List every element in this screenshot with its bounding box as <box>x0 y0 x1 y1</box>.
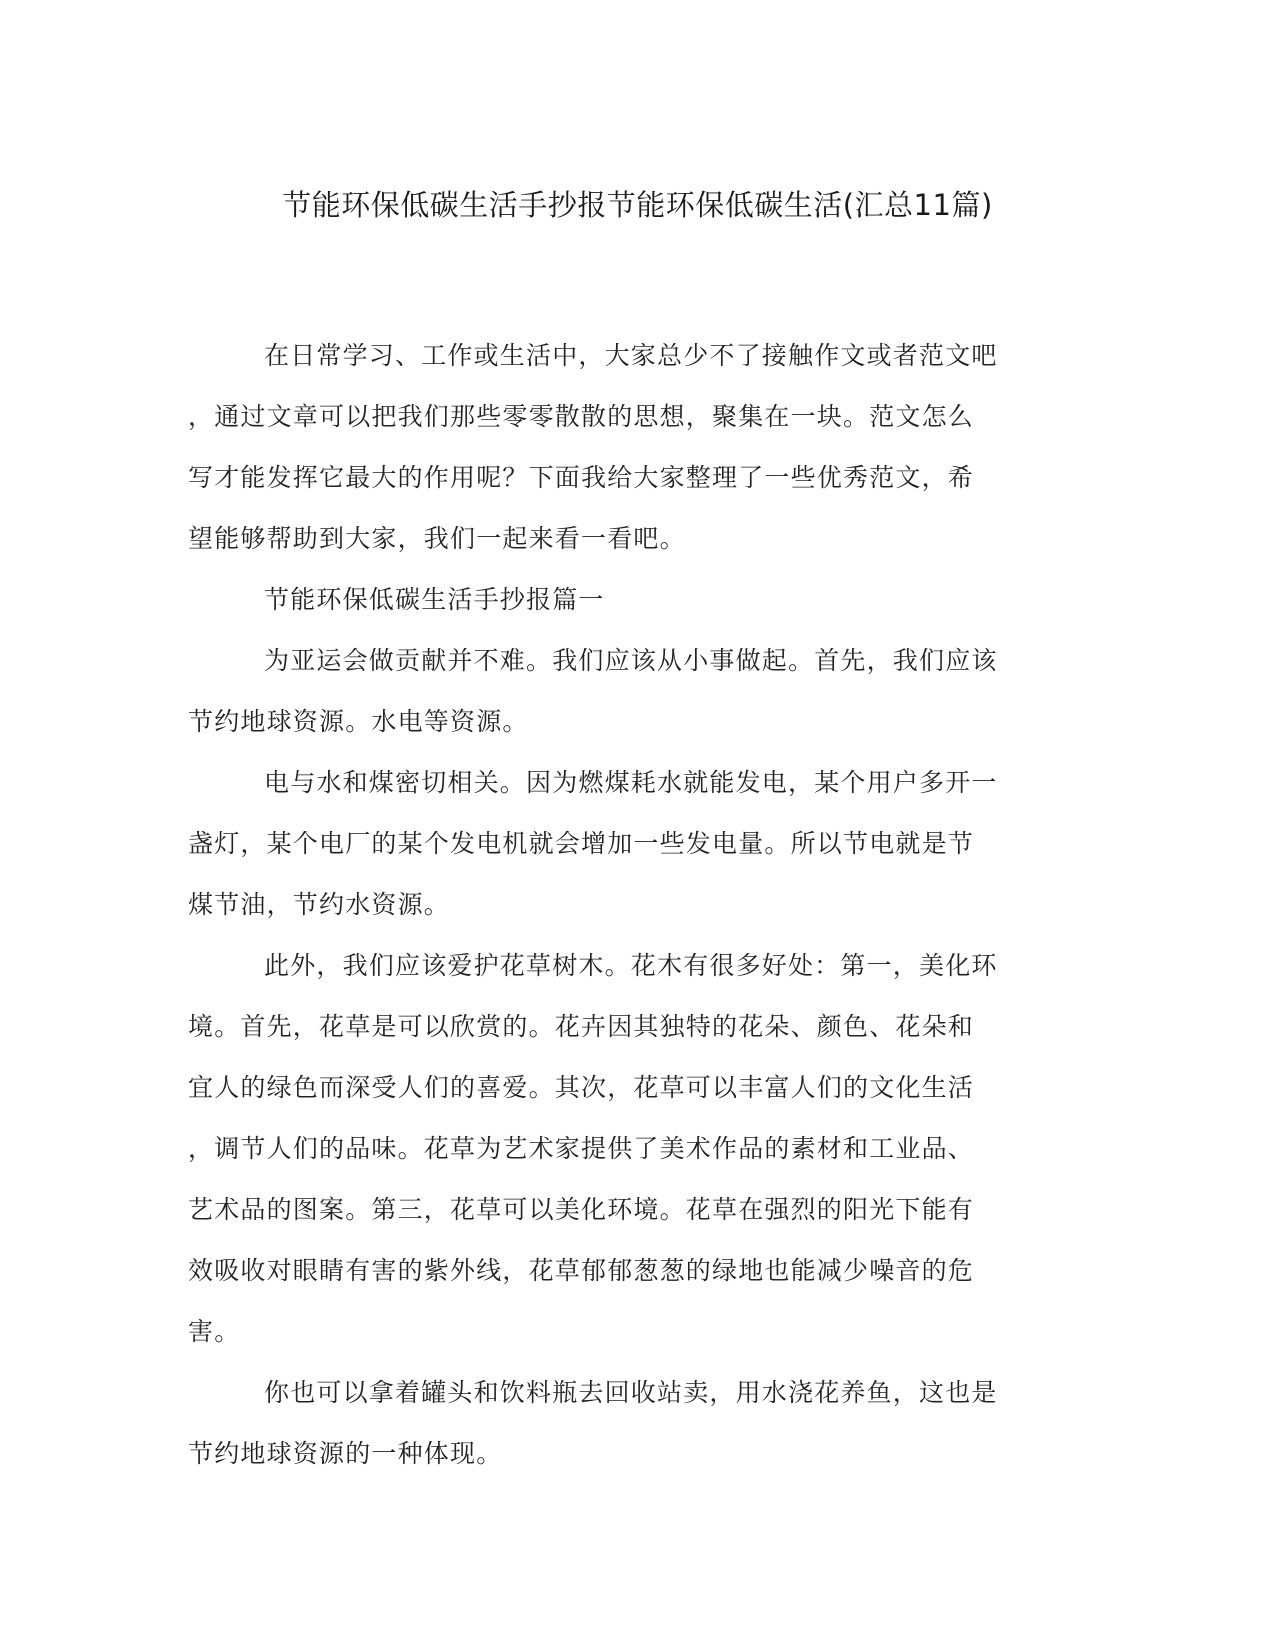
paragraph-line: 电与水和煤密切相关。因为燃煤耗水就能发电，某个用户多开一 <box>264 768 998 797</box>
paragraph-line: 效吸收对眼睛有害的紫外线，花草郁郁葱葱的绿地也能减少噪音的危 <box>188 1256 975 1285</box>
paragraph-line: 盏灯，某个电厂的某个发电机就会增加一些发电量。所以节电就是节 <box>188 829 975 858</box>
section-heading-text: 节能环保低碳生活手抄报篇一 <box>264 585 605 614</box>
section-heading <box>188 569 1076 630</box>
paragraph-line: 煤节油，节约水资源。 <box>188 890 451 919</box>
document-title: 节能环保低碳生活手抄报节能环保低碳生活(汇总11篇) <box>282 188 993 222</box>
paragraph-line: 为亚运会做贡献并不难。我们应该从小事做起。首先，我们应该 <box>264 646 998 675</box>
paragraph-line: ，通过文章可以把我们那些零零散散的思想，聚集在一块。范文怎么 <box>188 402 975 431</box>
paragraph-line: 境。首先，花草是可以欣赏的。花卉因其独特的花朵、颜色、花朵和 <box>188 1012 975 1041</box>
paragraph-line: 艺术品的图案。第三，花草可以美化环境。花草在强烈的阳光下能有 <box>188 1195 975 1224</box>
paragraph-line: 此外，我们应该爱护花草树木。花木有很多好处：第一，美化环 <box>264 951 998 980</box>
paragraph-line: 宜人的绿色而深受人们的喜爱。其次，花草可以丰富人们的文化生活 <box>188 1073 975 1102</box>
paragraph-line: 写才能发挥它最大的作用呢？下面我给大家整理了一些优秀范文，希 <box>188 463 975 492</box>
paragraph-line: ，调节人们的品味。花草为艺术家提供了美术作品的素材和工业品、 <box>188 1134 975 1163</box>
paragraph-electricity <box>188 752 1076 935</box>
paragraph-line: 节约地球资源的一种体现。 <box>188 1439 503 1468</box>
paragraph-line: 望能够帮助到大家，我们一起来看一看吧。 <box>188 524 686 553</box>
paragraph-asian-games <box>188 630 1076 752</box>
paragraph-recycling <box>188 1362 1076 1484</box>
paragraph-line: 节约地球资源。水电等资源。 <box>188 707 529 736</box>
paragraph-line: 在日常学习、工作或生活中，大家总少不了接触作文或者范文吧 <box>264 341 998 370</box>
document-body <box>188 325 1076 1484</box>
paragraph-line: 你也可以拿着罐头和饮料瓶去回收站卖，用水浇花养鱼，这也是 <box>264 1378 998 1407</box>
paragraph-plants <box>188 935 1076 1362</box>
paragraph-intro <box>188 325 1076 569</box>
paragraph-line: 害。 <box>188 1317 241 1346</box>
